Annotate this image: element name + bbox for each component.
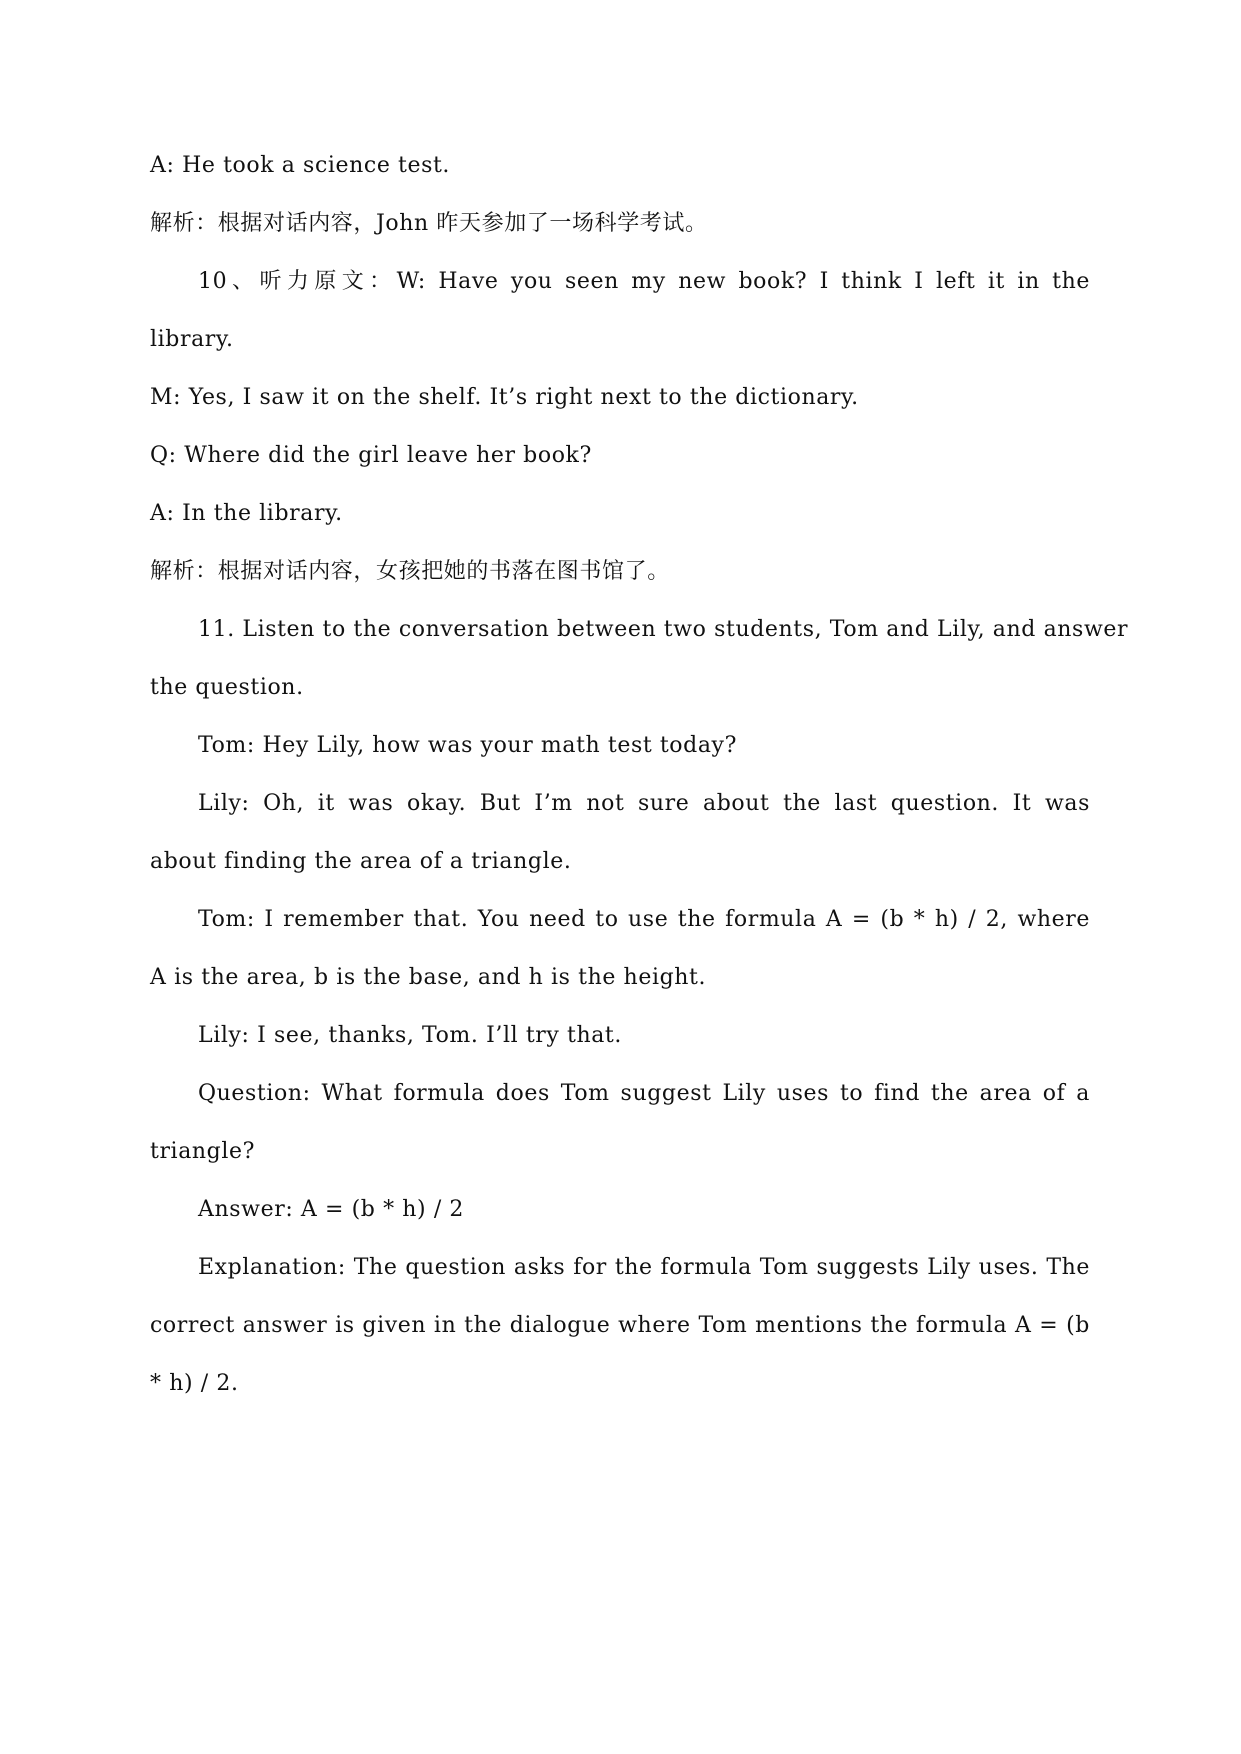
dialogue-lily-1-line-1: Lily: Oh, it was okay. But I’m not sure about the last question. It was <box>198 791 1090 816</box>
question-11-intro-line-2: the question. <box>150 675 304 700</box>
question-11-question-line-1: Question: What formula does Tom suggest Lily uses to find the area of a <box>198 1081 1090 1106</box>
question-10-answer: A: In the library. <box>150 501 343 526</box>
dialogue-tom-1: Tom: Hey Lily, how was your math test today? <box>198 733 737 758</box>
question-10-analysis: 解析：根据对话内容，女孩把她的书落在图书馆了。 <box>150 559 670 584</box>
dialogue-tom-2-line-1: Tom: I remember that. You need to use the formula A = (b * h) / 2, where <box>198 907 1090 932</box>
question-11-answer: Answer: A = (b * h) / 2 <box>198 1197 465 1222</box>
question-11-question-line-2: triangle? <box>150 1139 256 1164</box>
dialogue-tom-2-line-2: A is the area, b is the base, and h is the height. <box>150 965 707 990</box>
question-10-question: Q: Where did the girl leave her book? <box>150 443 592 468</box>
question-11-intro-line-1: 11. Listen to the conversation between two students, Tom and Lily, and answer <box>198 617 1129 642</box>
dialogue-lily-1-line-2: about finding the area of a triangle. <box>150 849 572 874</box>
question-11-explanation-line-2: correct answer is given in the dialogue where Tom mentions the formula A = (b <box>150 1313 1090 1338</box>
question-10-response: M: Yes, I saw it on the shelf. It’s right next to the dictionary. <box>150 385 859 410</box>
question-11-explanation-line-1: Explanation: The question asks for the formula Tom suggests Lily uses. The <box>198 1255 1090 1280</box>
dialogue-lily-2: Lily: I see, thanks, Tom. I’ll try that. <box>198 1023 622 1048</box>
answer-line-9: A: He took a science test. <box>150 153 451 178</box>
question-10-transcript-line-2: library. <box>150 327 234 352</box>
question-10-transcript-line-1: 10、听力原文：W: Have you seen my new book? I think I left it in the <box>198 269 1090 294</box>
analysis-line-9: 解析：根据对话内容，John 昨天参加了一场科学考试。 <box>150 211 708 236</box>
question-11-explanation-line-3: * h) / 2. <box>150 1371 239 1396</box>
